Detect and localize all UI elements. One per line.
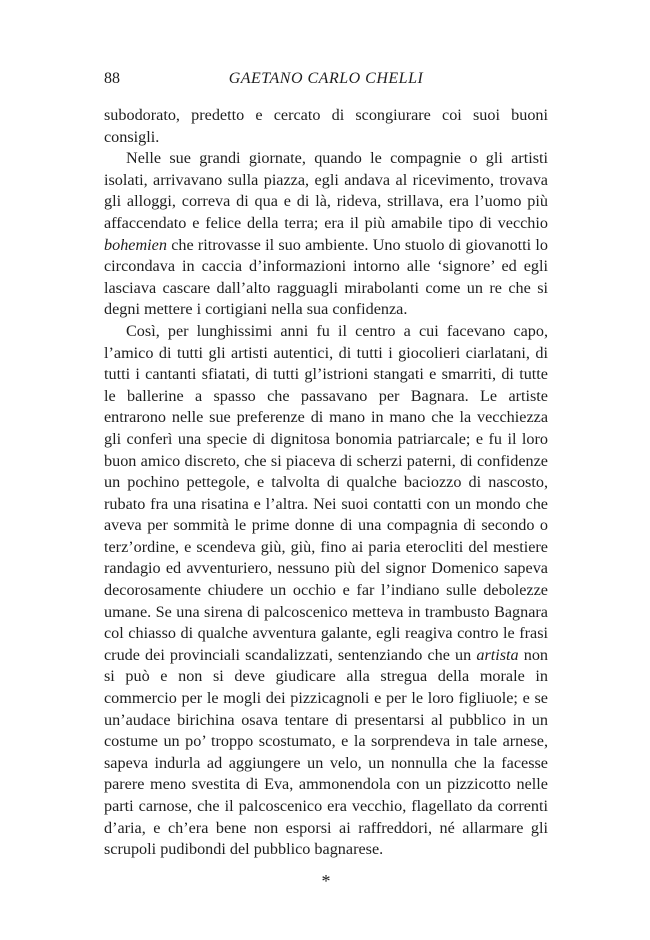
paragraph-grandi-giornate bbox=[104, 148, 548, 321]
paragraph-continuation: subodorato, predetto e cercato di scongiurare coi suoi buoni consigli. bbox=[104, 106, 548, 146]
page-number: 88 bbox=[104, 70, 120, 87]
running-title: GAETANO CARLO CHELLI bbox=[228, 70, 424, 87]
paragraph-text: Nelle sue grandi giornate, quando le compagnie o gli artisti isolati, arrivavano sulla piazza, egli andava al ricevimento, trovava gli alloggi, correva di qua e di là, rideva, strillava, era l’uomo più affaccendato e felice della terra; era il più amabile tipo di vecchio bbox=[104, 149, 548, 232]
italic-term: artista bbox=[476, 645, 519, 664]
book-page bbox=[104, 66, 548, 891]
section-break-asterisk: * bbox=[321, 870, 331, 891]
paragraph-text: non si può e non si deve giudicare alla stregua della morale in commercio per le mogli dei pizzicagnoli e per le loro figliuole; e se un’audace birichina osava tentare di presentarsi al pubblico in un costume un po’ troppo scostumato, e la sorprendeva in tale arnese, sapeva indurla ad aggiungere un velo, un nonnulla che la facesse parere meno svestita di Eva, ammonendola con un pizzicotto nelle parti carnose, che il palcoscenico era vecchio, flagellato da correnti d’aria, e ch’era bene non esporsi ai raffreddori, né allarmare gli scrupoli pudibondi del pubblico bagnarese. bbox=[104, 645, 549, 859]
body-text bbox=[104, 105, 548, 861]
paragraph-text: Così, per lunghissimi anni fu il centro a cui facevano capo, l’amico di tutti gli artisti autentici, di tutti i giocolieri ciarlatani, di tutti i cantanti sfiatati, di tutti gl’istrioni stangati e smarriti, di tutte le ballerine a spasso che passavano per Bagnara. Le artiste entrarono nelle sue preferenze di mano in mano che la vecchiezza gli conferì una specie di dignitosa bonomia patriarcale; e fu il loro buon amico discreto, che si piaceva di scherzi paterni, di confidenze un pochino pettegole, e talvolta di qualche baciozzo di nascosto, rubato fra una risatina e l’altra. Nei suoi contatti con un mondo che aveva per sommità le prime donne di una compagnia di secondo o terz’ordine, e scendeva giù, giù, fino ai paria eterocliti del mestiere randagio ed avventuriero, nessuno più del signor Domenico sapeva decorosamente chiudere un occhio e far l’indiano sulle debolezze umane. Se una sirena di palcoscenico metteva in trambusto Bagnara col chiasso di qualche avventura galante, egli reagiva contro le frasi crude dei provinciali scandalizzati, sentenziando che un bbox=[104, 321, 548, 664]
paragraph-text: che ritrovasse il suo ambiente. Uno stuolo di giovanotti lo circondava in caccia d’informazioni intorno alle ‘signore’ ed egli lasciava cascare dall’alto ragguagli mirabolanti come un re che si degni mettere i cortigiani nella sua confidenza. bbox=[104, 235, 548, 319]
running-head bbox=[104, 66, 548, 92]
paragraph-lunghissimi-anni bbox=[104, 321, 548, 861]
italic-term: bohemien bbox=[104, 235, 167, 254]
